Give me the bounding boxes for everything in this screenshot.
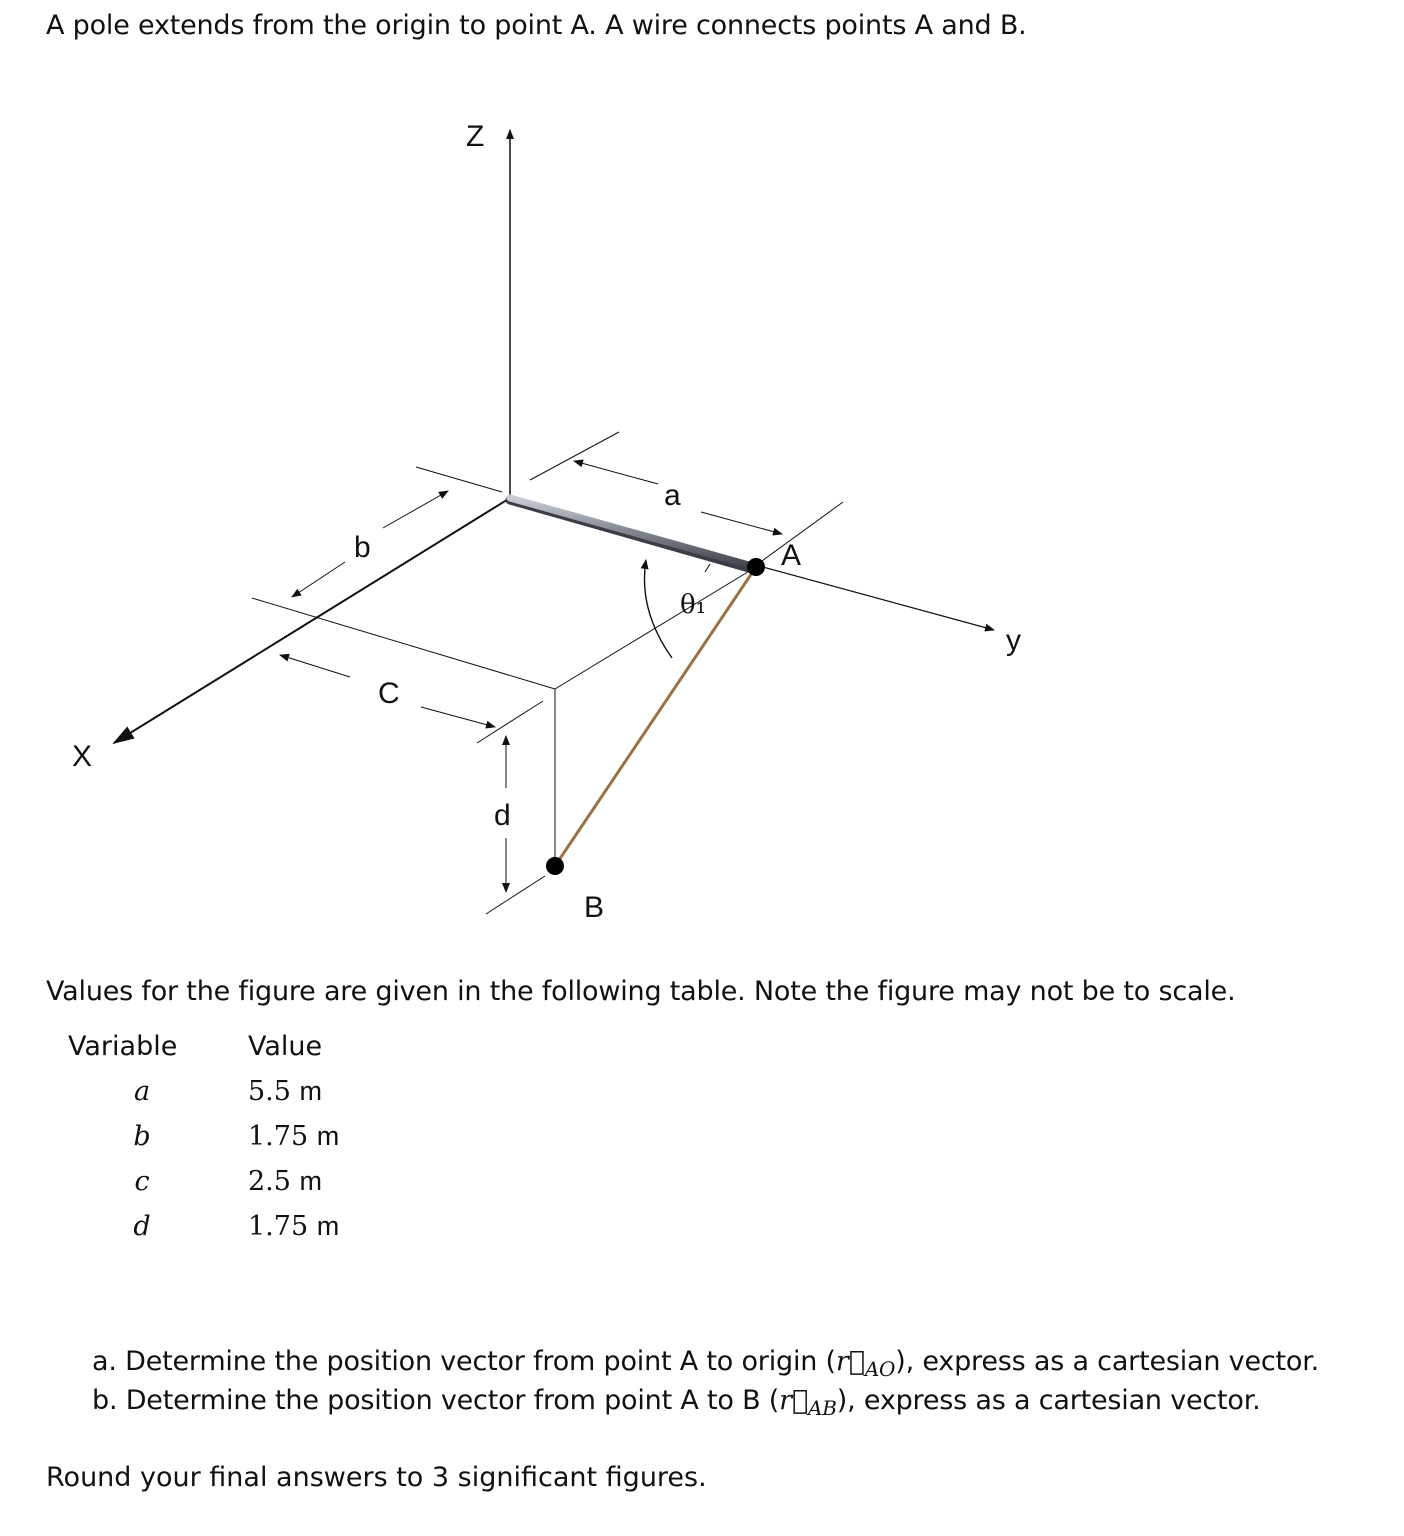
table-cell-variable: c [134, 1166, 150, 1197]
problem-intro: A pole extends from the origin to point A. A wire connects points A and B. [46, 10, 1027, 41]
vector-subscript: AO [864, 1357, 896, 1381]
question-b-text: b. Determine the position vector from point A to B ( [92, 1385, 780, 1416]
theta-arc [644, 560, 672, 658]
point-b-label: B [584, 891, 605, 924]
dim-c-arrow [280, 655, 350, 677]
value-number: 2.5 [248, 1166, 291, 1197]
dim-d-label: d [494, 799, 511, 832]
dim-b-arrow [292, 562, 345, 597]
question-b [92, 1385, 1261, 1420]
vector-subscript: AB [808, 1396, 837, 1420]
point-a-marker [747, 558, 765, 576]
table-cell-value [248, 1211, 339, 1242]
figure-note: Values for the figure are given in the following table. Note the figure may not be to scale. [46, 976, 1236, 1007]
theta-label: θ₁ [680, 590, 707, 620]
dim-c-label: C [378, 677, 400, 710]
value-unit: m [316, 1121, 340, 1151]
pole [510, 498, 756, 567]
value-number: 1.75 [248, 1121, 309, 1152]
table-cell-variable: a [133, 1076, 151, 1107]
guide-line [486, 876, 545, 914]
question-b-suffix: ), express as a cartesian vector. [836, 1385, 1261, 1416]
table-header-variable: Variable [68, 1031, 178, 1062]
vector-r: r⃗ [779, 1385, 809, 1416]
dim-b-arrow [383, 491, 448, 528]
question-a-suffix: ), express as a cartesian vector. [895, 1346, 1320, 1377]
value-unit: m [316, 1211, 340, 1241]
value-unit: m [299, 1166, 323, 1196]
table-cell-variable: b [133, 1121, 151, 1152]
z-axis-label: Z [466, 120, 485, 153]
dim-a-label: a [664, 479, 681, 512]
x-axis-label: X [72, 740, 93, 773]
table-cell-value [248, 1121, 339, 1152]
x-axis [114, 498, 510, 743]
value-number: 5.5 [248, 1076, 291, 1107]
dim-b-label: b [354, 531, 371, 564]
table-cell-variable: d [133, 1211, 151, 1242]
point-a-label: A [781, 539, 802, 572]
guide-line [252, 598, 555, 689]
table-cell-value [248, 1166, 322, 1197]
point-b-marker [546, 857, 564, 875]
guide-line [530, 432, 619, 480]
value-number: 1.75 [248, 1211, 309, 1242]
y-axis-label: y [1006, 624, 1021, 657]
wire [555, 567, 756, 866]
guide-line [416, 467, 502, 492]
question-a-text: a. Determine the position vector from point A to origin ( [92, 1346, 836, 1377]
dim-a-arrow [701, 512, 782, 534]
vector-r: r⃗ [835, 1346, 865, 1377]
table-cell-value [248, 1076, 322, 1107]
angle-tick [705, 564, 710, 572]
rounding-instruction: Round your final answers to 3 significant figures. [46, 1462, 707, 1493]
dim-a-arrow [574, 461, 658, 484]
dim-c-arrow [421, 707, 495, 727]
guide-line [477, 701, 543, 743]
question-a [92, 1346, 1319, 1381]
value-unit: m [299, 1076, 323, 1106]
table-header-value: Value [248, 1031, 323, 1062]
